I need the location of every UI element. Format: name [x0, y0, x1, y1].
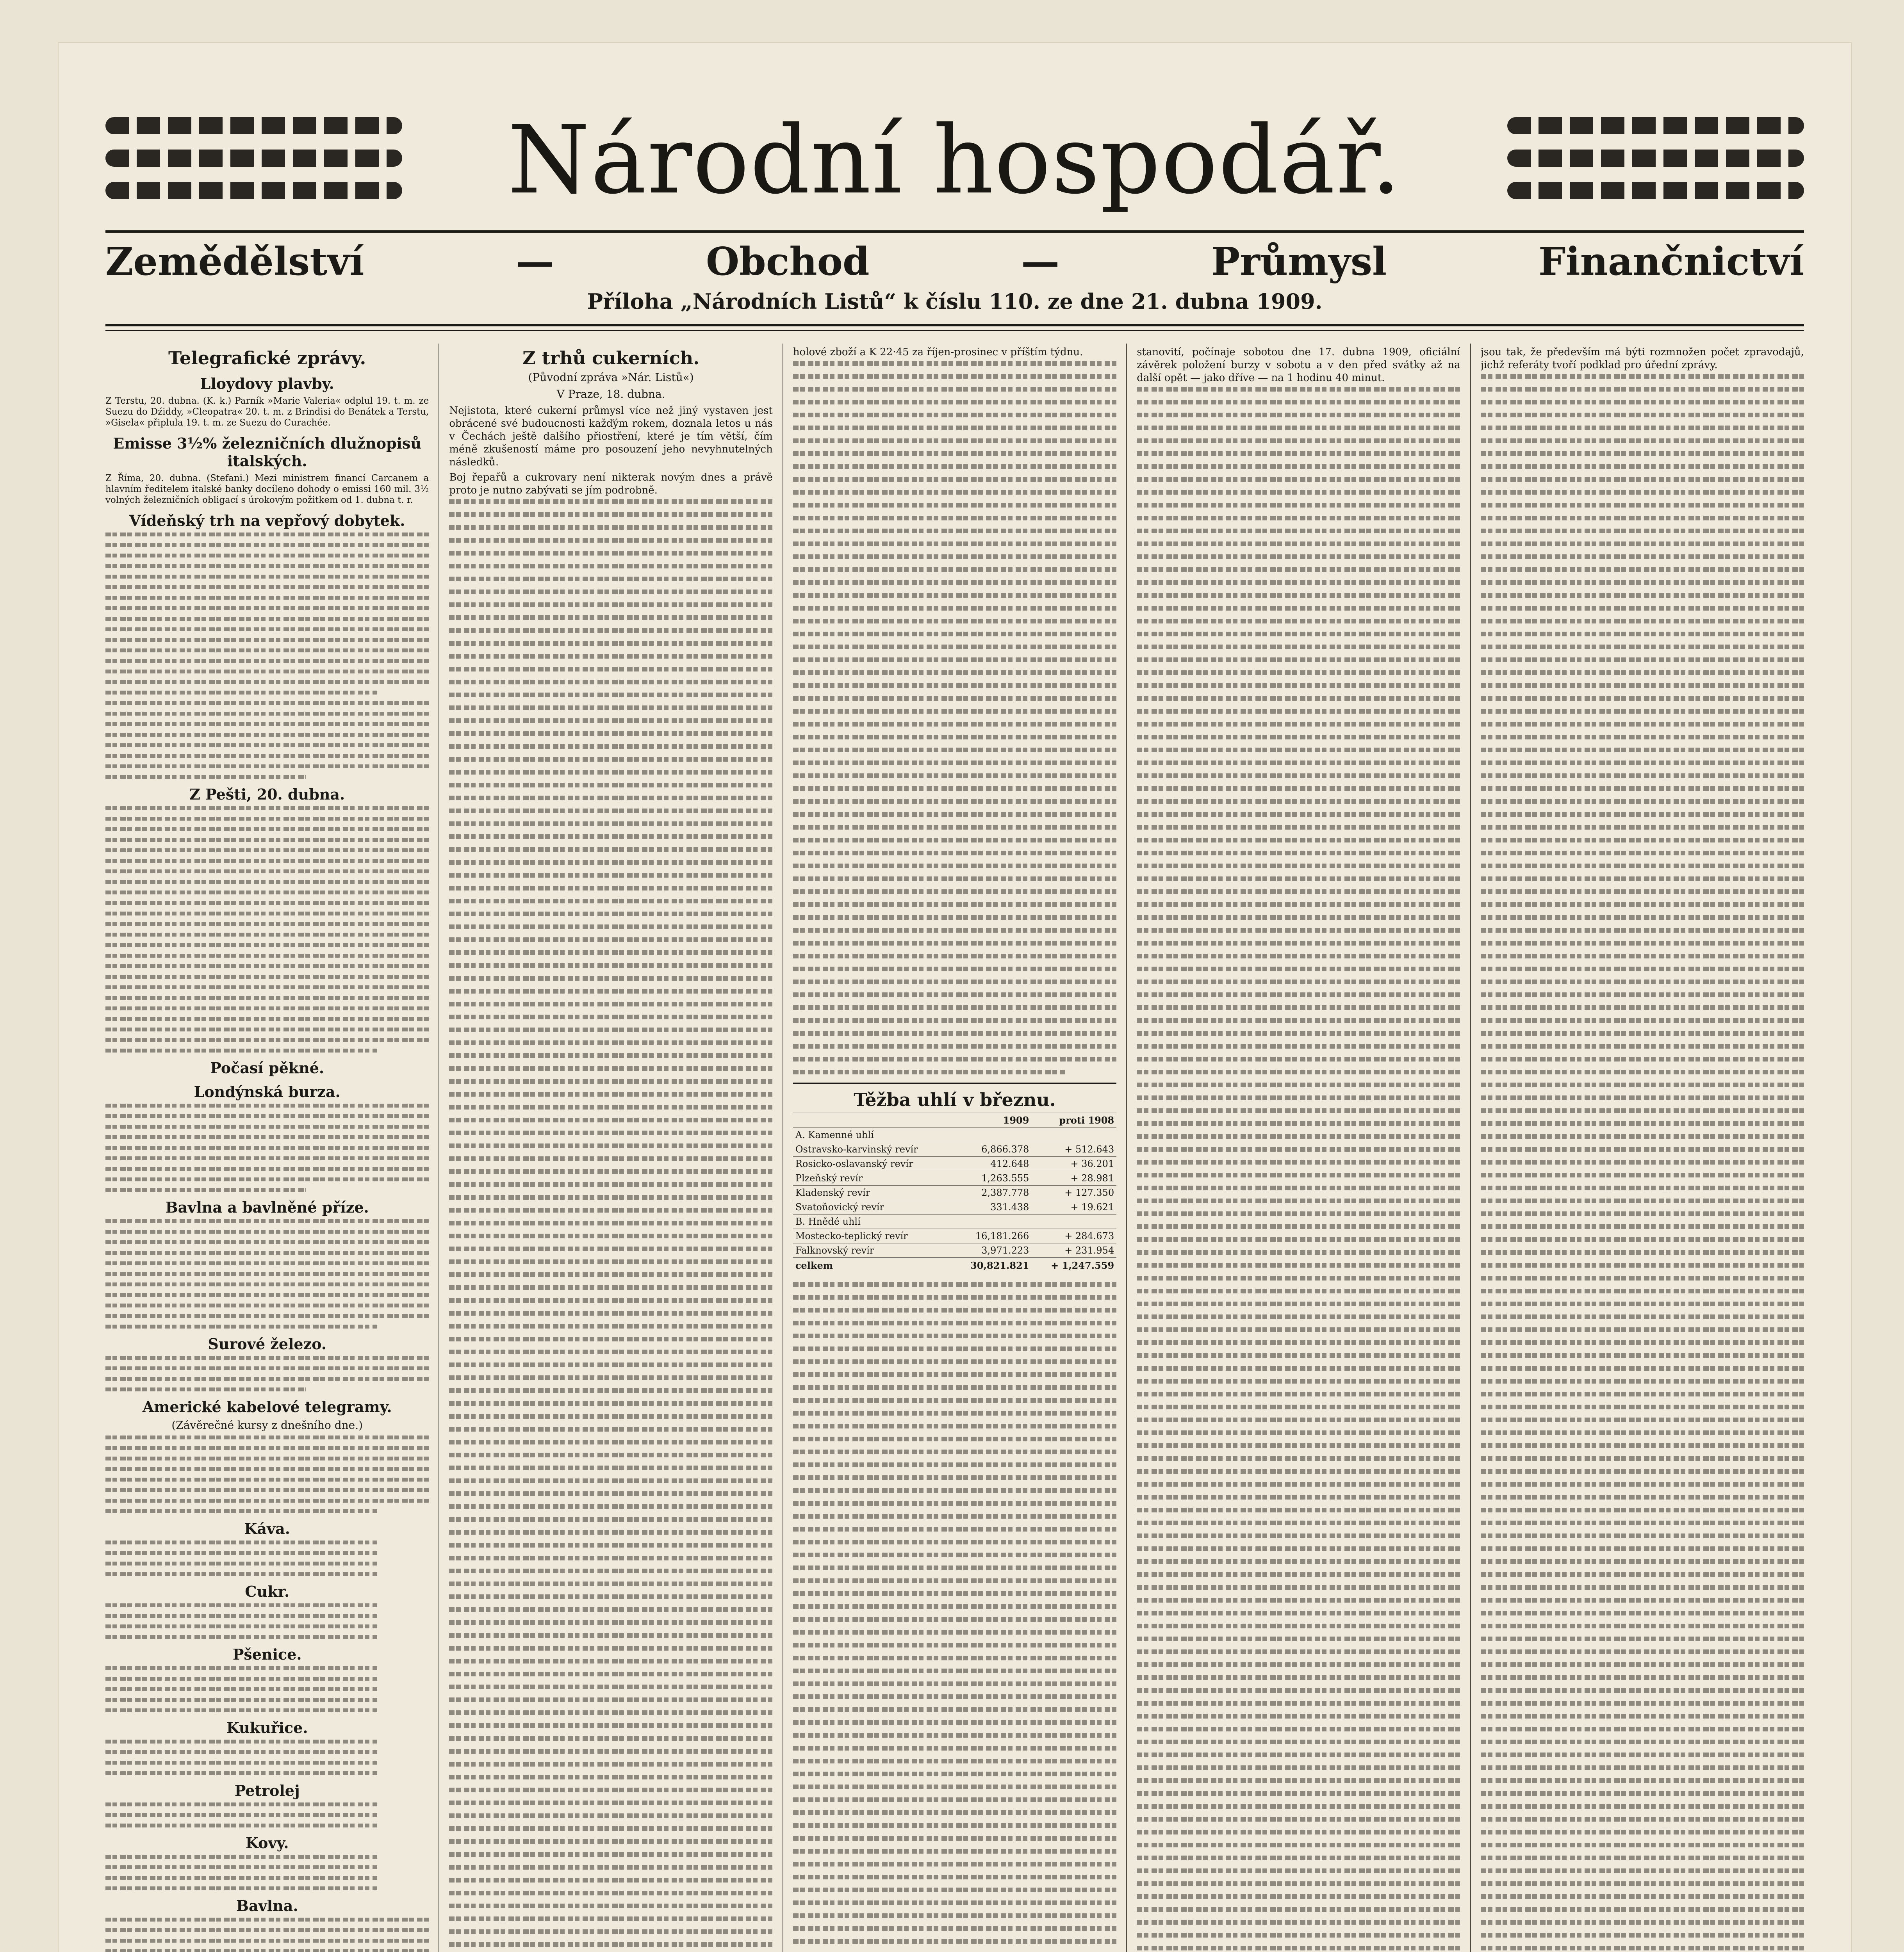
section-agriculture: Zemědělství [105, 239, 364, 284]
section-trade: Obchod [706, 239, 870, 284]
table-cell: A. Kamenné uhlí [793, 1128, 952, 1142]
emission-heading: Emisse 3½% železničních dlužnopisů italských. [113, 435, 422, 470]
table-cell: Falknovský revír [793, 1243, 952, 1258]
header-rule [105, 324, 1804, 326]
newspaper-page [59, 43, 1851, 1952]
text-block [105, 1855, 429, 1890]
coal-header-diff: proti 1908 [1031, 1113, 1116, 1128]
table-cell: Kladenský revír [793, 1186, 952, 1200]
table-row [793, 1186, 1116, 1200]
section-industry: Průmysl [1211, 239, 1387, 284]
table-cell: + 284.673 [1031, 1229, 1116, 1243]
metals-heading: Kovy. [245, 1834, 289, 1852]
text-block [793, 1282, 1116, 1952]
sugar-article-paragraph-1: Nejistota, které cukerní průmysl více než jiný vystaven jest obrácené své budoucnosti kažďým rokem, doznala letos u nás v Čechách ještě dalšího přiostření, které je tím větší, čím méně zkušeností máme pro posouzení jeho nevyhnutelných následků. [449, 405, 773, 468]
table-cell [1031, 1128, 1116, 1142]
section-finance: Finančnictví [1538, 239, 1804, 284]
table-cell: + 231.954 [1031, 1243, 1116, 1258]
table-cell: Ostravsko-karvinský revír [793, 1142, 952, 1157]
column-3 [793, 344, 1127, 1952]
table-cell: Plzeňský revír [793, 1171, 952, 1186]
table-cell: + 28.981 [1031, 1171, 1116, 1186]
american-telegrams-subtitle: (Závěrečné kursy z dnešního dne.) [171, 1419, 363, 1432]
coal-header-label [793, 1113, 952, 1128]
table-cell: 30,821.821 [952, 1258, 1031, 1273]
london-exchange-heading: Londýnská burza. [194, 1083, 341, 1101]
table-row [793, 1128, 1116, 1142]
left-ornament [105, 117, 402, 199]
coffee-heading: Káva. [244, 1520, 290, 1537]
article-columns [105, 344, 1804, 1952]
column-5 [1481, 344, 1804, 1952]
header-rule-thin [105, 330, 1804, 331]
text-block [449, 499, 772, 1952]
text-block [793, 361, 1116, 1074]
vienna-pig-market-heading: Vídeňský trh na vepřový dobytek. [129, 512, 405, 529]
newspaper-title: Národní hospodář. [508, 105, 1402, 215]
text-block [1481, 374, 1804, 1952]
table-cell [952, 1215, 1031, 1229]
section-dash: — [1021, 239, 1060, 284]
table-row [793, 1157, 1116, 1171]
table-cell: + 1,247.559 [1031, 1258, 1116, 1273]
top-rule [105, 230, 1804, 233]
table-row [793, 1215, 1116, 1229]
column-1 [105, 344, 439, 1952]
right-ornament [1507, 117, 1804, 199]
corn-heading: Kukuřice. [226, 1719, 308, 1736]
cotton-heading: Bavlna. [236, 1897, 298, 1915]
masthead [105, 102, 1804, 219]
table-cell: 3,971.223 [952, 1243, 1031, 1258]
table-cell: B. Hnědé uhlí [793, 1215, 952, 1229]
coal-header-1909: 1909 [952, 1113, 1031, 1128]
table-cell: Rosicko-oslavanský revír [793, 1157, 952, 1171]
sugar-market-subtitle: (Původní zpráva »Nár. Listů«) [528, 371, 694, 384]
american-telegrams-heading: Americké kabelové telegramy. [142, 1398, 392, 1416]
table-cell: 1,263.555 [952, 1171, 1031, 1186]
text-block [105, 1666, 429, 1712]
pig-iron-heading: Surové železo. [208, 1335, 327, 1353]
table-cell: 412.648 [952, 1157, 1031, 1171]
table-cell: 16,181.266 [952, 1229, 1031, 1243]
weather-heading: Počasí pěkné. [210, 1059, 324, 1077]
text-block [105, 1802, 429, 1827]
wheat-heading: Pšenice. [232, 1646, 302, 1663]
text-block [105, 1740, 429, 1775]
emission-text: Z Říma, 20. dubna. (Stefani.) Mezi ministrem financí Carcanem a hlavním ředitelem italské banky docíleno dohody o emissi 160 mil. 3½ volných železničních obligací s úrokovým požitkem od 1. dubna t. r. [105, 473, 429, 505]
telegrams-heading: Telegrafické zprávy. [168, 347, 366, 369]
table-cell: + 19.621 [1031, 1200, 1116, 1215]
table-row [793, 1200, 1116, 1215]
text-block [105, 1436, 429, 1513]
sugar-heading: Cukr. [245, 1583, 290, 1600]
table-cell: + 512.643 [1031, 1142, 1116, 1157]
table-cell: celkem [793, 1258, 952, 1273]
table-cell: + 127.350 [1031, 1186, 1116, 1200]
pest-heading: Z Pešti, 20. dubna. [189, 785, 345, 803]
table-row [793, 1229, 1116, 1243]
sugar-market-heading: Z trhů cukerních. [522, 347, 700, 369]
text-block [105, 1541, 429, 1576]
table-cell: + 36.201 [1031, 1157, 1116, 1171]
text-block [105, 1918, 429, 1952]
section-subtitle [105, 238, 1804, 285]
table-cell [952, 1128, 1031, 1142]
petroleum-heading: Petrolej [234, 1782, 300, 1799]
continued-paragraph: holové zboží a K 22·45 za říjen-prosinec v příštím týdnu. [793, 346, 1083, 358]
text-block [105, 806, 429, 1053]
text-block [105, 1104, 429, 1192]
table-cell: 331.438 [952, 1200, 1031, 1215]
column-4 [1137, 344, 1471, 1952]
table-row [793, 1142, 1116, 1157]
text-block [105, 1356, 429, 1391]
text-block [105, 533, 429, 779]
table-cell: 2,387.778 [952, 1186, 1031, 1200]
table-cell: 6,866.378 [952, 1142, 1031, 1157]
supplement-line: Příloha „Národních Listů“ k číslu 110. ze dne 21. dubna 1909. [587, 289, 1323, 314]
text-block [105, 1603, 429, 1639]
dateline: V Praze, 18. dubna. [556, 388, 665, 401]
table-row [793, 1171, 1116, 1186]
reporting-paragraph: jsou tak, že především má býti rozmnožen počet zpravodajů, jichž referáty tvoří podklad pro úřední zprávy. [1480, 346, 1804, 371]
table-row-total [793, 1258, 1116, 1273]
text-block [1137, 387, 1460, 1952]
divider [793, 1083, 1116, 1084]
coal-table [793, 1113, 1116, 1273]
section-dash: — [516, 239, 554, 284]
coal-mining-heading: Těžba uhlí v březnu. [854, 1089, 1056, 1110]
table-cell: Mostecko-teplický revír [793, 1229, 952, 1243]
cotton-yarn-heading: Bavlna a bavlněné příze. [165, 1199, 369, 1216]
lloyd-text: Z Terstu, 20. dubna. (K. k.) Parník »Marie Valeria« odplul 19. t. m. ze Suezu do Dźiddy, »Cleopatra« 20. t. m. z Brindisi do Benátek a Terstu, »Gisela« připlula 19. t. m. ze Suezu do Curachée. [105, 396, 429, 428]
text-block [105, 1219, 429, 1329]
table-cell [1031, 1215, 1116, 1229]
table-row [793, 1243, 1116, 1258]
exchange-notice: stanovití, počínaje sobotou dne 17. dubna 1909, oficiální závěrek položení burzy v sobotu a v den před svátky až na další opět — jako dříve — na 1 hodinu 40 minut. [1137, 346, 1460, 384]
column-2 [449, 344, 783, 1952]
table-cell: Svatoňovický revír [793, 1200, 952, 1215]
sugar-article-paragraph-2: Boj řepařů a cukrovary není nikterak novým dnes a právě proto je nutno zabývati se jím podrobně. [449, 472, 773, 496]
lloyd-heading: Lloydovy plavby. [200, 375, 334, 392]
